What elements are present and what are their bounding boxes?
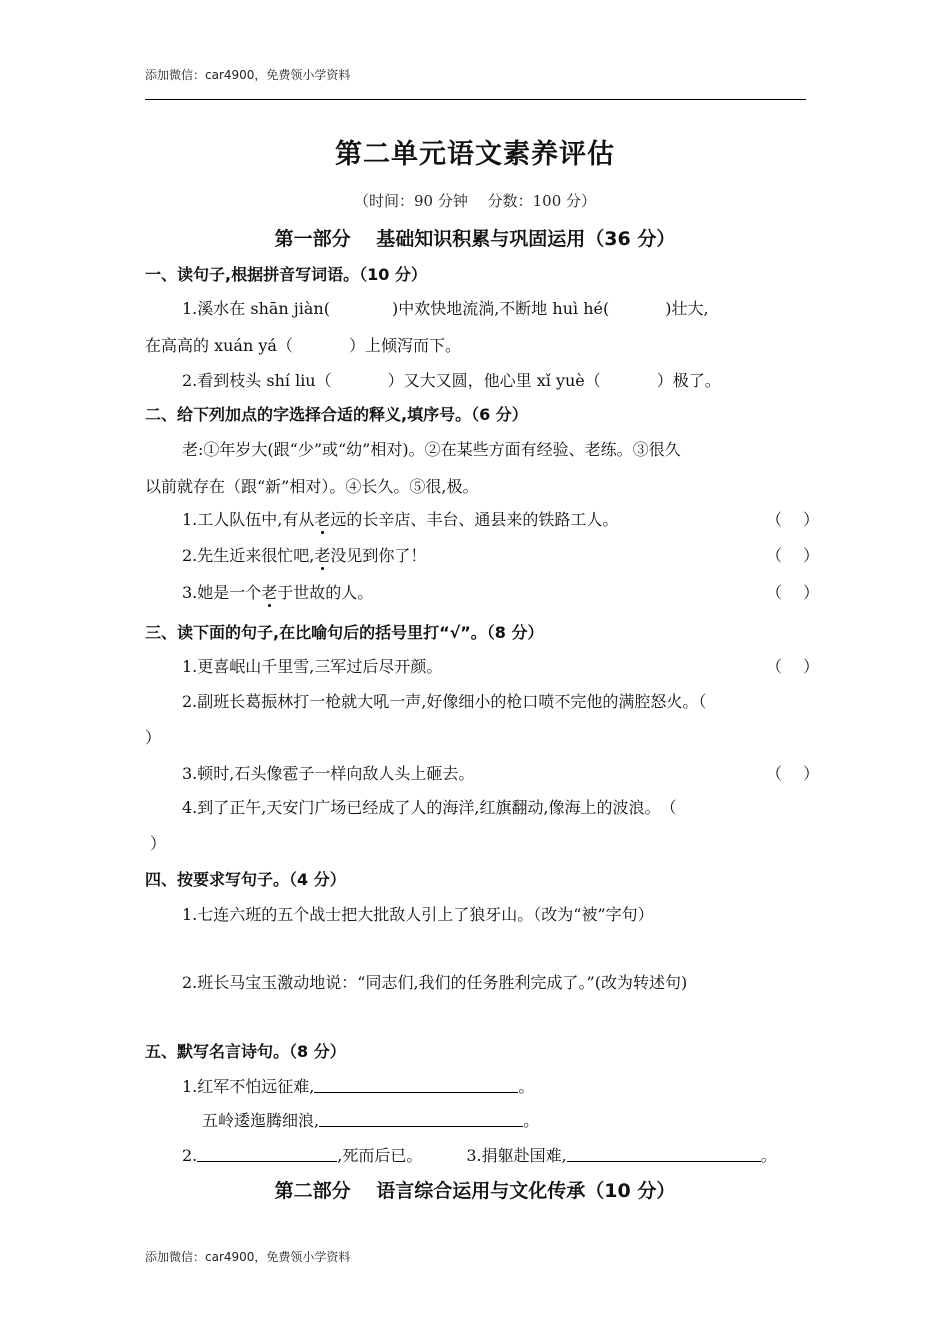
s3-q1-answer-paren[interactable]: （ ） bbox=[766, 657, 820, 676]
s2-q3-dotted-char: 老 bbox=[261, 580, 277, 603]
header-rule bbox=[145, 99, 806, 100]
section2-heading: 二、给下列加点的字选择合适的释义,填序号。（6 分） bbox=[145, 405, 528, 424]
s5-q1-part-c: 五岭逶迤腾细浪, bbox=[202, 1111, 320, 1130]
s5-q1-line1 bbox=[182, 1074, 534, 1097]
s1-q2 bbox=[182, 368, 721, 391]
s5-q2-part-b: ,死而后已。 bbox=[337, 1146, 423, 1165]
s2-q2 bbox=[182, 543, 426, 566]
section3-heading: 三、读下面的句子,在比喻句后的括号里打“√”。（8 分） bbox=[145, 623, 544, 642]
s2-q3-part-a: 3.她是一个 bbox=[182, 583, 262, 602]
header-note: 添加微信：car4900，免费领小学资料 bbox=[145, 68, 351, 82]
s5-q3-blank[interactable] bbox=[567, 1147, 761, 1162]
s5-q3-part-a: 3.捐躯赴国难, bbox=[466, 1146, 567, 1165]
s3-q2: 2.副班长葛振林打一枪就大吼一声,好像细小的枪口喷不完他的满腔怒火。（ bbox=[182, 692, 707, 711]
s2-q2-part-a: 2.先生近来很忙吧, bbox=[182, 546, 315, 565]
s1-q2-part-c: ）极了。 bbox=[656, 371, 721, 390]
s1-q1-part-d: 在高高的 xuán yá（ bbox=[145, 336, 293, 355]
s4-q1: 1.七连六班的五个战士把大批敌人引上了狼牙山。（改为“被”字句） bbox=[182, 905, 654, 924]
s1-q2-part-a: 2.看到枝头 shí liu（ bbox=[182, 371, 332, 390]
section5-heading: 五、默写名言诗句。（8 分） bbox=[145, 1042, 346, 1061]
s1-q1-part-a: 1.溪水在 shān jiàn( bbox=[182, 299, 330, 318]
section4-heading: 四、按要求写句子。（4 分） bbox=[145, 870, 346, 889]
s2-q1-dotted-char: 老 bbox=[314, 507, 330, 530]
s2-q2-answer-paren[interactable]: （ ） bbox=[766, 546, 820, 565]
s2-q3 bbox=[182, 580, 373, 603]
s1-q1-line1 bbox=[182, 296, 709, 319]
s2-q1-answer-paren[interactable]: （ ） bbox=[766, 510, 820, 529]
page-subtitle: （时间：90 分钟 分数：100 分） bbox=[353, 192, 597, 210]
s2-q2-part-b: 没见到你了！ bbox=[330, 546, 427, 565]
s5-q1-part-d: 。 bbox=[523, 1111, 540, 1130]
s3-q3-answer-paren[interactable]: （ ） bbox=[766, 764, 820, 783]
s4-q2: 2.班长马宝玉激动地说：“同志们,我们的任务胜利完成了。”(改为转述句) bbox=[182, 973, 688, 992]
s1-q2-part-b: ）又大又圆，他心里 xǐ yuè（ bbox=[387, 371, 601, 390]
part2-heading: 第二部分 语言综合运用与文化传承（10 分） bbox=[274, 1180, 676, 1202]
s5-q2-q3 bbox=[182, 1143, 777, 1166]
page-title: 第二单元语文素养评估 bbox=[335, 139, 615, 170]
s5-q3-part-b: 。 bbox=[760, 1146, 777, 1165]
part1-heading: 第一部分 基础知识积累与巩固运用（36 分） bbox=[274, 228, 676, 250]
s5-q2-blank[interactable] bbox=[197, 1147, 337, 1162]
s3-q2-paren-close[interactable]: ） bbox=[145, 728, 162, 747]
s2-q1 bbox=[182, 507, 618, 530]
s2-q3-part-b: 于世故的人。 bbox=[277, 583, 374, 602]
s3-q4-paren-close[interactable]: ） bbox=[150, 834, 167, 853]
s2-q1-part-b: 远的长辛店、丰台、通县来的铁路工人。 bbox=[330, 510, 619, 529]
s1-q1-part-e: ）上倾泻而下。 bbox=[348, 336, 461, 355]
s1-q1-part-c: )壮大, bbox=[665, 299, 709, 318]
section1-heading: 一、读句子,根据拼音写词语。（10 分） bbox=[145, 265, 427, 284]
s1-q1-line2 bbox=[145, 333, 461, 356]
s1-q1-part-b: )中欢快地流淌,不断地 huì hé( bbox=[391, 299, 610, 318]
s3-q1: 1.更喜岷山千里雪,三军过后尽开颜。 bbox=[182, 657, 443, 676]
s2-definition-line1: 老:①年岁大(跟“少”或“幼”相对)。②在某些方面有经验、老练。③很久 bbox=[182, 440, 681, 459]
s5-q1-part-b: 。 bbox=[518, 1077, 535, 1096]
s3-q3: 3.顿时,石头像雹子一样向敌人头上砸去。 bbox=[182, 764, 475, 783]
s5-q2-part-a: 2. bbox=[182, 1146, 198, 1165]
s2-q2-dotted-char: 老 bbox=[314, 543, 330, 566]
s5-q1-blank-2[interactable] bbox=[319, 1112, 523, 1127]
s3-q4: 4.到了正午,天安门广场已经成了人的海洋,红旗翻动,像海上的波浪。 （ bbox=[182, 798, 677, 817]
s2-q3-answer-paren[interactable]: （ ） bbox=[766, 583, 820, 602]
s5-q1-line2 bbox=[202, 1108, 539, 1131]
s2-definition-line2: 以前就存在（跟“新”相对）。④长久。⑤很,极。 bbox=[145, 477, 479, 496]
s5-q1-blank-1[interactable] bbox=[314, 1078, 518, 1093]
s2-q1-part-a: 1.工人队伍中,有从 bbox=[182, 510, 315, 529]
s5-q1-part-a: 1.红军不怕远征难, bbox=[182, 1077, 315, 1096]
footer-note: 添加微信：car4900，免费领小学资料 bbox=[145, 1250, 351, 1264]
